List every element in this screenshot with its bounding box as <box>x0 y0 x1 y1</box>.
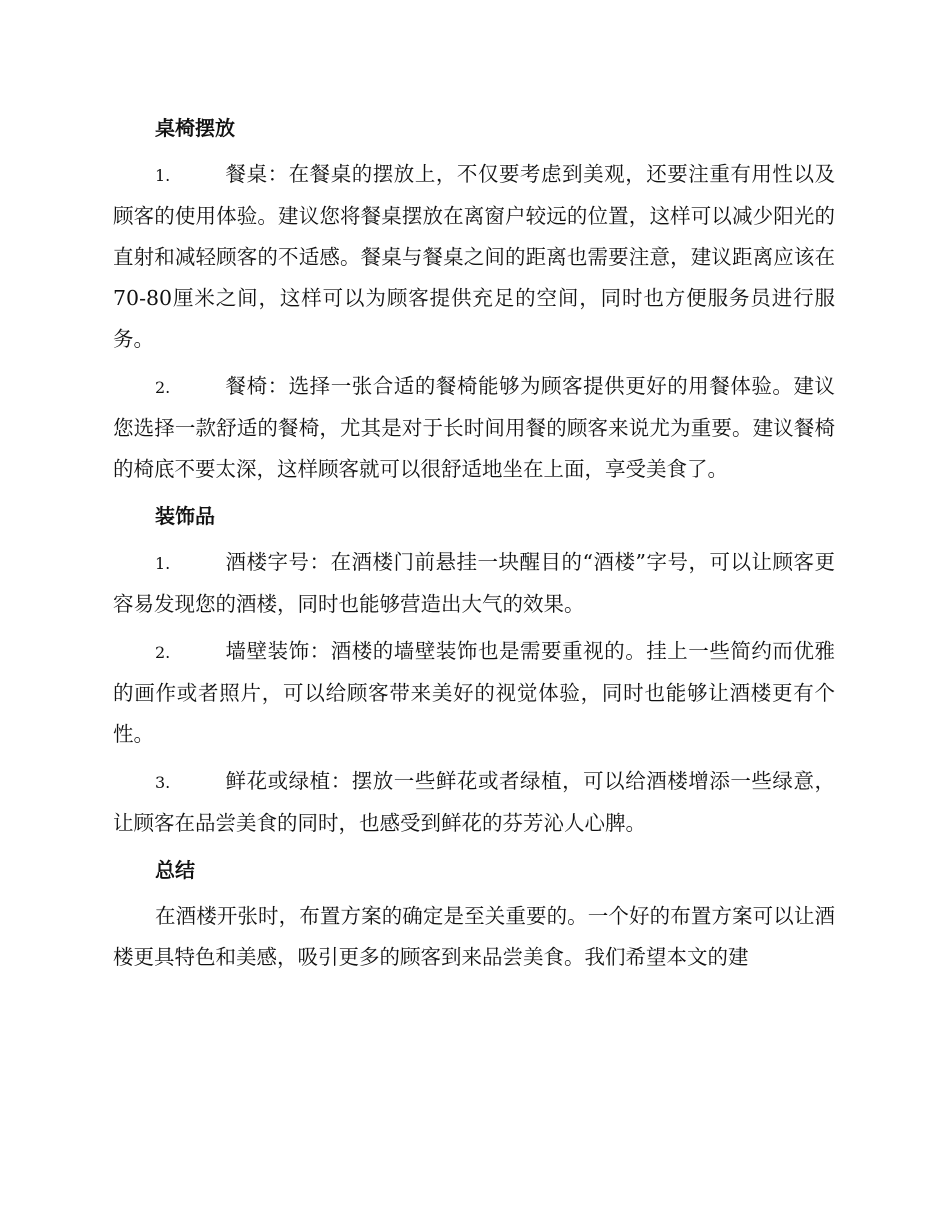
list-item-text: 墙壁装饰：酒楼的墙壁装饰也是需要重视的。挂上一些简约而优雅的画作或者照片，可以给顾客带来美好的视觉体验，同时也能够让酒楼更有个性。 <box>113 639 835 746</box>
list-number: 1. <box>155 554 171 573</box>
list-item <box>113 366 835 490</box>
list-item <box>113 761 835 844</box>
list-number: 1. <box>155 166 171 185</box>
list-item-text: 鲜花或绿植：摆放一些鲜花或者绿植，可以给酒楼增添一些绿意，让顾客在品尝美食的同时，也感受到鲜花的芬芳沁人心脾。 <box>113 769 835 835</box>
summary-paragraph: 在酒楼开张时，布置方案的确定是至关重要的。一个好的布置方案可以让酒楼更具特色和美感，吸引更多的顾客到来品尝美食。我们希望本文的建 <box>113 904 835 969</box>
section-heading-summary: 总结 <box>155 858 195 882</box>
list-item-text: 餐桌：在餐桌的摆放上，不仅要考虑到美观，还要注重有用性以及顾客的使用体验。建议您将餐桌摆放在离窗户较远的位置，这样可以减少阳光的直射和减轻顾客的不适感。餐桌与餐桌之间的距离也需要注意，建议距离应该在70-80厘米之间，这样可以为顾客提供充足的空间，同时也方便服务员进行服务。 <box>113 162 835 351</box>
list-item <box>113 631 835 755</box>
list-item-text: 餐椅：选择一张合适的餐椅能够为顾客提供更好的用餐体验。建议您选择一款舒适的餐椅，尤其是对于长时间用餐的顾客来说尤为重要。建议餐椅的椅底不要太深，这样顾客就可以很舒适地坐在上面，享受美食了。 <box>113 374 835 481</box>
list-number: 2. <box>155 643 171 662</box>
list-item <box>113 542 835 625</box>
section-heading-decorations: 装饰品 <box>155 504 215 528</box>
list-number: 3. <box>155 773 171 792</box>
section-heading-table-chairs: 桌椅摆放 <box>155 116 235 140</box>
list-item-text: 酒楼字号：在酒楼门前悬挂一块醒目的“酒楼”字号，可以让顾客更容易发现您的酒楼，同时也能够营造出大气的效果。 <box>113 550 835 616</box>
document-body <box>113 108 835 984</box>
list-item <box>113 154 835 360</box>
list-number: 2. <box>155 378 171 397</box>
